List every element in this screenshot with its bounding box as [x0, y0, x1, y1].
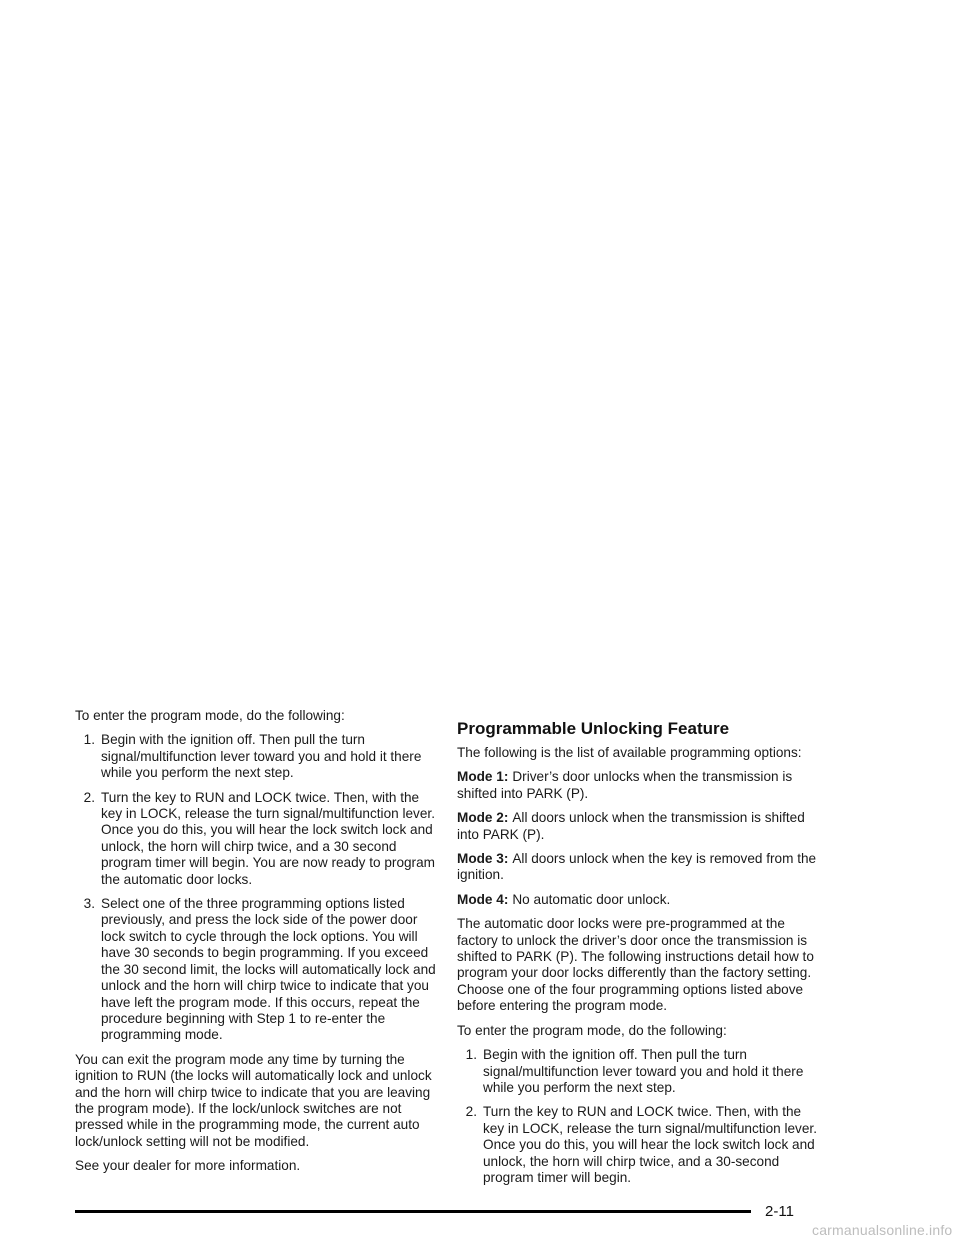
dealer-note: See your dealer for more information. — [75, 1158, 301, 1174]
options-intro: The following is the list of available programming options: — [457, 745, 802, 760]
right-column — [457, 745, 823, 1194]
step-number: 1. — [465, 1047, 477, 1063]
program-steps-list — [75, 732, 439, 1043]
watermark: carmanualsonline.info — [812, 1222, 953, 1238]
mode-text: All doors unlock when the key is removed from the ignition. — [457, 851, 817, 883]
mode-item — [457, 892, 823, 908]
step-text: Select one of the three programming options listed previously, and press the lock side of the power door lock switch to cycle through the lock options. You will have 30 seconds to begin programming. If you exceed the 30 second limit, the locks will automatically lock and unlock and the horn will chirp twice to indicate that you have left the program mode. If this occurs, repeat the procedure beginning with Step 1 to re-enter the programming mode. — [101, 896, 436, 1043]
mode-item — [457, 810, 823, 843]
mode-text: Driver’s door unlocks when the transmission is shifted into PARK (P). — [457, 769, 793, 801]
factory-setting-paragraph: The automatic door locks were pre-programmed at the factory to unlock the driver’s door once the transmission is shifted to PARK (P). The following instructions detail how to program your door locks differently than the factory setting. Choose one of the four programming options listed above before entering the program mode. — [457, 916, 814, 1014]
mode-label: Mode 1: — [457, 769, 509, 785]
step-number: 2. — [465, 1104, 477, 1120]
footer-rule — [75, 1210, 751, 1213]
section-heading: Programmable Unlocking Feature — [457, 719, 730, 738]
mode-item — [457, 769, 823, 802]
program-steps-list-right — [457, 1047, 823, 1186]
mode-label: Mode 4: — [457, 891, 509, 907]
step-text: Turn the key to RUN and LOCK twice. Then, with the key in LOCK, release the turn signal/multifunction lever. Once you do this, you will hear the lock switch lock and unlock, the horn will chirp twice, and a 30-second program timer will begin. — [483, 1104, 817, 1185]
exit-program-paragraph: You can exit the program mode any time by turning the ignition to RUN (the locks will automatically lock and unlock and the horn will chirp twice to indicate that you are leaving the program mode). If the lock/unlock switches are not pressed while in the programming mode, the current auto lock/unlock setting will not be modified. — [75, 1051, 432, 1149]
mode-text: No automatic door unlock. — [512, 891, 671, 907]
program-mode-intro-right: To enter the program mode, do the following: — [457, 1022, 727, 1038]
mode-text: All doors unlock when the transmission is shifted into PARK (P). — [457, 810, 805, 842]
step-text: Begin with the ignition off. Then pull the turn signal/multifunction lever toward you and hold it there while you perform the next step. — [483, 1047, 804, 1095]
step-number: 1. — [83, 732, 95, 748]
step-text: Turn the key to RUN and LOCK twice. Then, with the key in LOCK, release the turn signal/multifunction lever. Once you do this, you will hear the lock switch lock and unlock, the horn will chirp twice, and a 30 second program timer will begin. You are now ready to program the automatic door locks. — [101, 789, 435, 887]
list-item — [75, 896, 439, 1044]
list-item — [457, 1104, 823, 1186]
list-item — [75, 790, 439, 888]
left-column — [75, 708, 439, 1183]
list-item — [75, 732, 439, 781]
step-number: 2. — [83, 789, 95, 805]
page-number: 2-11 — [765, 1203, 794, 1220]
mode-label: Mode 3: — [457, 851, 509, 867]
mode-label: Mode 2: — [457, 810, 509, 826]
program-mode-intro: To enter the program mode, do the following: — [75, 708, 345, 723]
mode-item — [457, 851, 823, 884]
step-number: 3. — [83, 896, 95, 912]
step-text: Begin with the ignition off. Then pull the turn signal/multifunction lever toward you and hold it there while you perform the next step. — [101, 732, 422, 781]
list-item — [457, 1047, 823, 1096]
